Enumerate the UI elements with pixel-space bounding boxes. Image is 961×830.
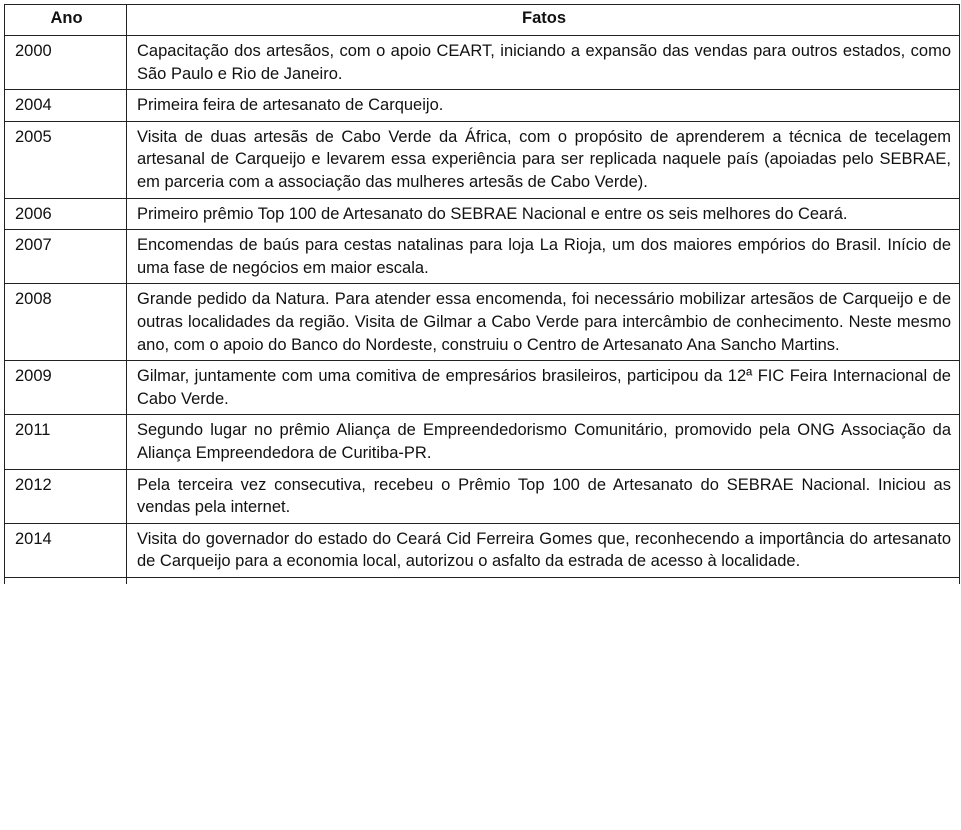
fact-cell: Gilmar, juntamente com uma comitiva de empresários brasileiros, participou da 12ª FIC Feira Internacional de Cabo Verde. [127, 361, 960, 415]
year-cell: 2004 [5, 90, 127, 122]
timeline-table [4, 4, 960, 584]
year-cell: 2008 [5, 284, 127, 361]
fact-cell: Capacitação dos artesãos, com o apoio CEART, iniciando a expansão das vendas para outros estados, como São Paulo e Rio de Janeiro. [127, 36, 960, 90]
table-row [5, 284, 960, 361]
fact-cell: Visita de duas artesãs de Cabo Verde da África, com o propósito de aprenderem a técnica de tecelagem artesanal de Carqueijo e levarem essa experiência para ser replicada naquele país (apoiadas pelo SEBRAE, em parceria com a associação das mulheres artesãs de Cabo Verde). [127, 121, 960, 198]
year-cell: 2007 [5, 230, 127, 284]
fact-cell: Grande pedido da Natura. Para atender essa encomenda, foi necessário mobilizar artesãos de Carqueijo e de outras localidades da região. Visita de Gilmar a Cabo Verde para intercâmbio de conhecimento. Neste mesmo ano, com o apoio do Banco do Nordeste, construiu o Centro de Artesanato Ana Sancho Martins. [127, 284, 960, 361]
table-row [5, 230, 960, 284]
fact-cell: Segundo lugar no prêmio Aliança de Empreendedorismo Comunitário, promovido pela ONG Associação da Aliança Empreendedora de Curitiba-PR. [127, 415, 960, 469]
table-row [5, 361, 960, 415]
table-row [5, 36, 960, 90]
table-row [5, 90, 960, 122]
continuation-cell [5, 577, 127, 584]
year-cell: 2006 [5, 198, 127, 230]
header-year: Ano [5, 5, 127, 36]
table-row [5, 121, 960, 198]
fact-cell: Pela terceira vez consecutiva, recebeu o Prêmio Top 100 de Artesanato do SEBRAE Nacional. Iniciou as vendas pela internet. [127, 469, 960, 523]
fact-cell: Encomendas de baús para cestas natalinas para loja La Rioja, um dos maiores empórios do Brasil. Início de uma fase de negócios em maior escala. [127, 230, 960, 284]
year-cell: 2000 [5, 36, 127, 90]
fact-cell: Primeiro prêmio Top 100 de Artesanato do SEBRAE Nacional e entre os seis melhores do Ceará. [127, 198, 960, 230]
year-cell: 2014 [5, 523, 127, 577]
year-cell: 2011 [5, 415, 127, 469]
fact-cell: Visita do governador do estado do Ceará Cid Ferreira Gomes que, reconhecendo a importância do artesanato de Carqueijo para a economia local, autorizou o asfalto da estrada de acesso à localidade. [127, 523, 960, 577]
year-cell: 2012 [5, 469, 127, 523]
year-cell: 2009 [5, 361, 127, 415]
header-facts: Fatos [127, 5, 960, 36]
table-row [5, 469, 960, 523]
header-row [5, 5, 960, 36]
continuation-cell [127, 577, 960, 584]
table-row [5, 523, 960, 577]
table-row [5, 415, 960, 469]
fact-cell: Primeira feira de artesanato de Carqueijo. [127, 90, 960, 122]
table-continuation-row [5, 577, 960, 584]
table-row [5, 198, 960, 230]
year-cell: 2005 [5, 121, 127, 198]
